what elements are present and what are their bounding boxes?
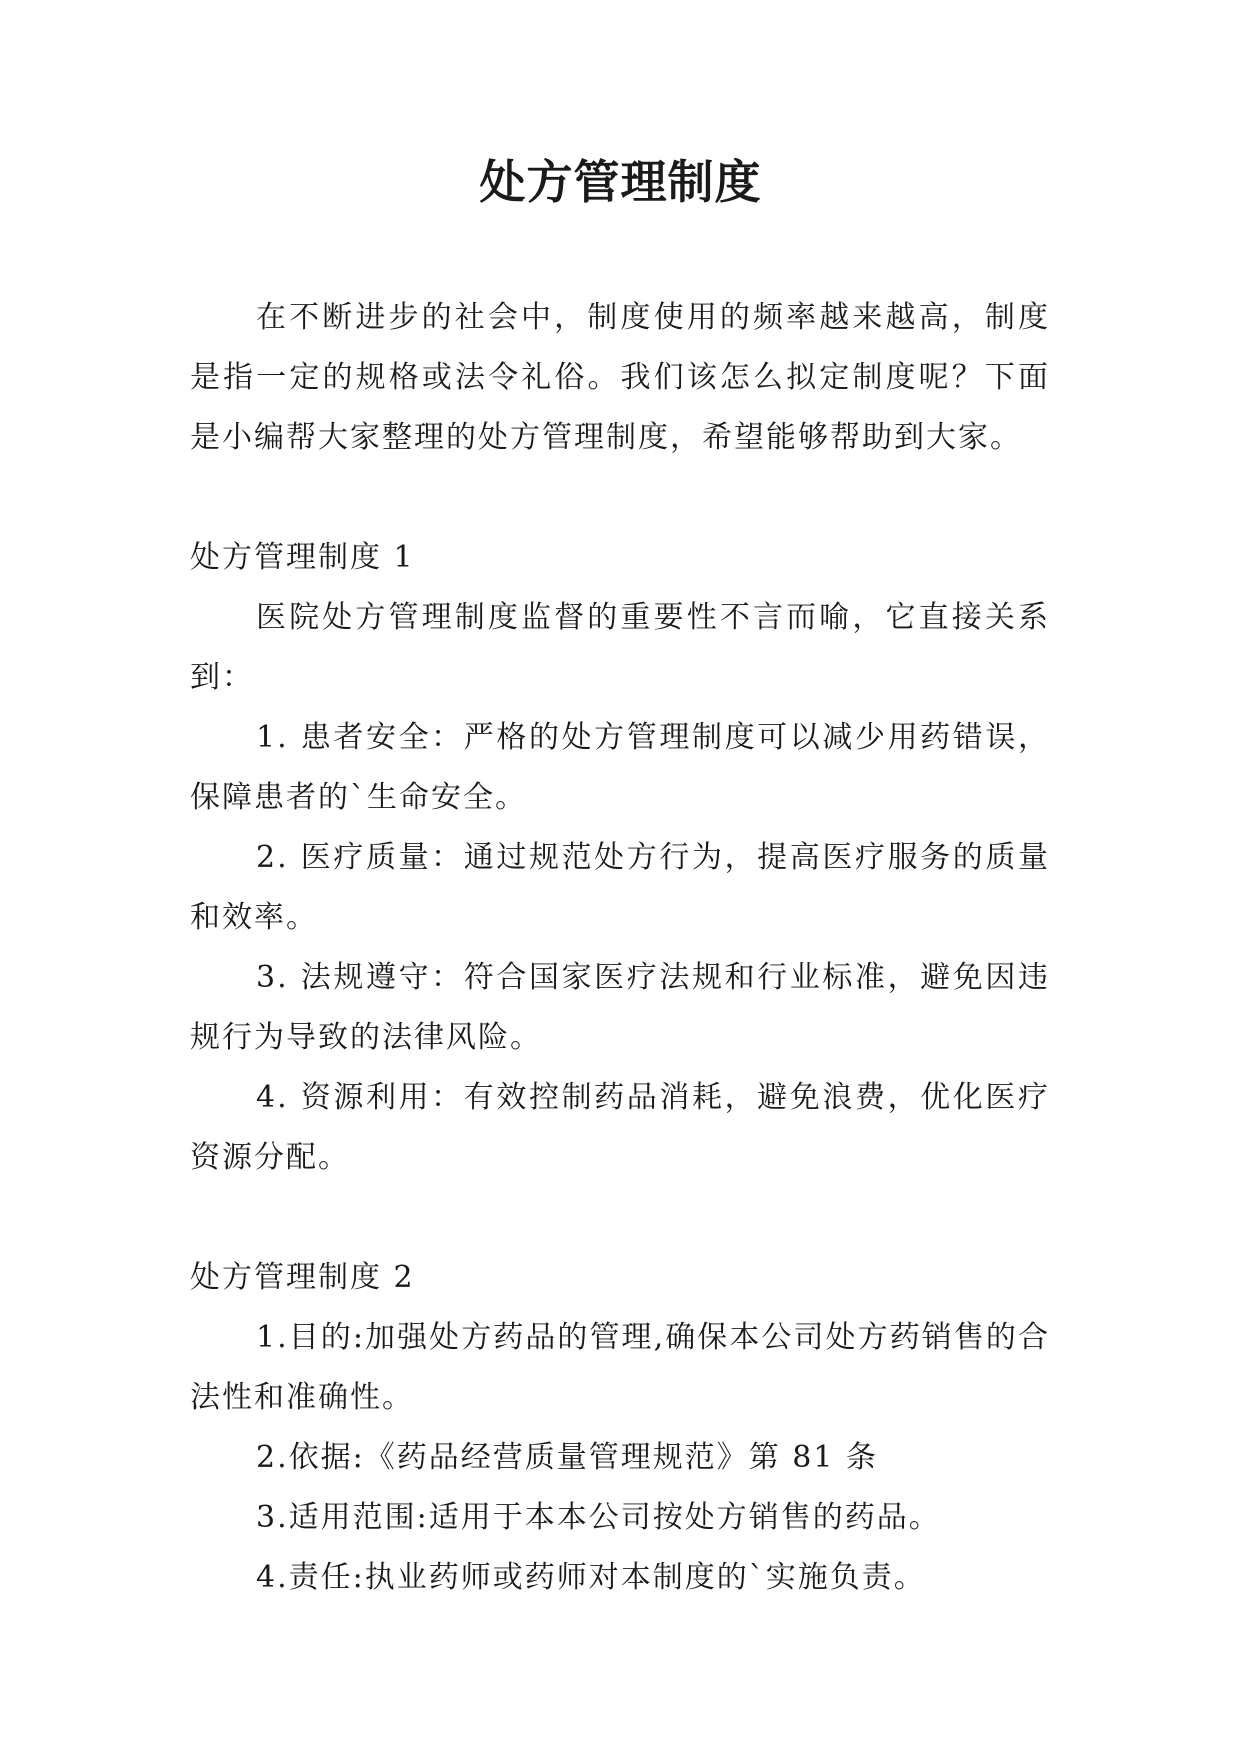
section-1-item: 1. 患者安全：严格的处方管理制度可以减少用药错误，保障患者的`生命安全。 bbox=[190, 720, 1050, 815]
section-gap bbox=[190, 1188, 1050, 1248]
section-1-heading: 处方管理制度 1 bbox=[190, 540, 415, 575]
section-1-item: 2. 医疗质量：通过规范处方行为，提高医疗服务的质量和效率。 bbox=[190, 840, 1050, 935]
intro-paragraph: 在不断进步的社会中，制度使用的频率越来越高，制度是指一定的规格或法令礼俗。我们该怎么拟定制度呢？下面是小编帮大家整理的处方管理制度，希望能够帮助到大家。 bbox=[190, 300, 1050, 455]
section-2-heading: 处方管理制度 2 bbox=[190, 1260, 415, 1295]
section-1-lead: 医院处方管理制度监督的重要性不言而喻，它直接关系到： bbox=[190, 600, 1050, 695]
section-2-item: 3.适用范围:适用于本本公司按处方销售的药品。 bbox=[256, 1500, 941, 1535]
section-1-item: 4. 资源利用：有效控制药品消耗，避免浪费，优化医疗资源分配。 bbox=[190, 1080, 1050, 1175]
section-2-item: 1.目的:加强处方药品的管理,确保本公司处方药销售的合法性和准确性。 bbox=[190, 1320, 1050, 1415]
section-2-item: 2.依据:《药品经营质量管理规范》第 81 条 bbox=[256, 1440, 878, 1475]
section-2-item: 4.责任:执业药师或药师对本制度的`实施负责。 bbox=[256, 1560, 926, 1595]
section-gap bbox=[190, 468, 1050, 528]
section-1-item: 3. 法规遵守：符合国家医疗法规和行业标准，避免因违规行为导致的法律风险。 bbox=[190, 960, 1050, 1055]
document-body bbox=[190, 288, 1050, 1608]
document-title: 处方管理制度 bbox=[479, 155, 762, 209]
